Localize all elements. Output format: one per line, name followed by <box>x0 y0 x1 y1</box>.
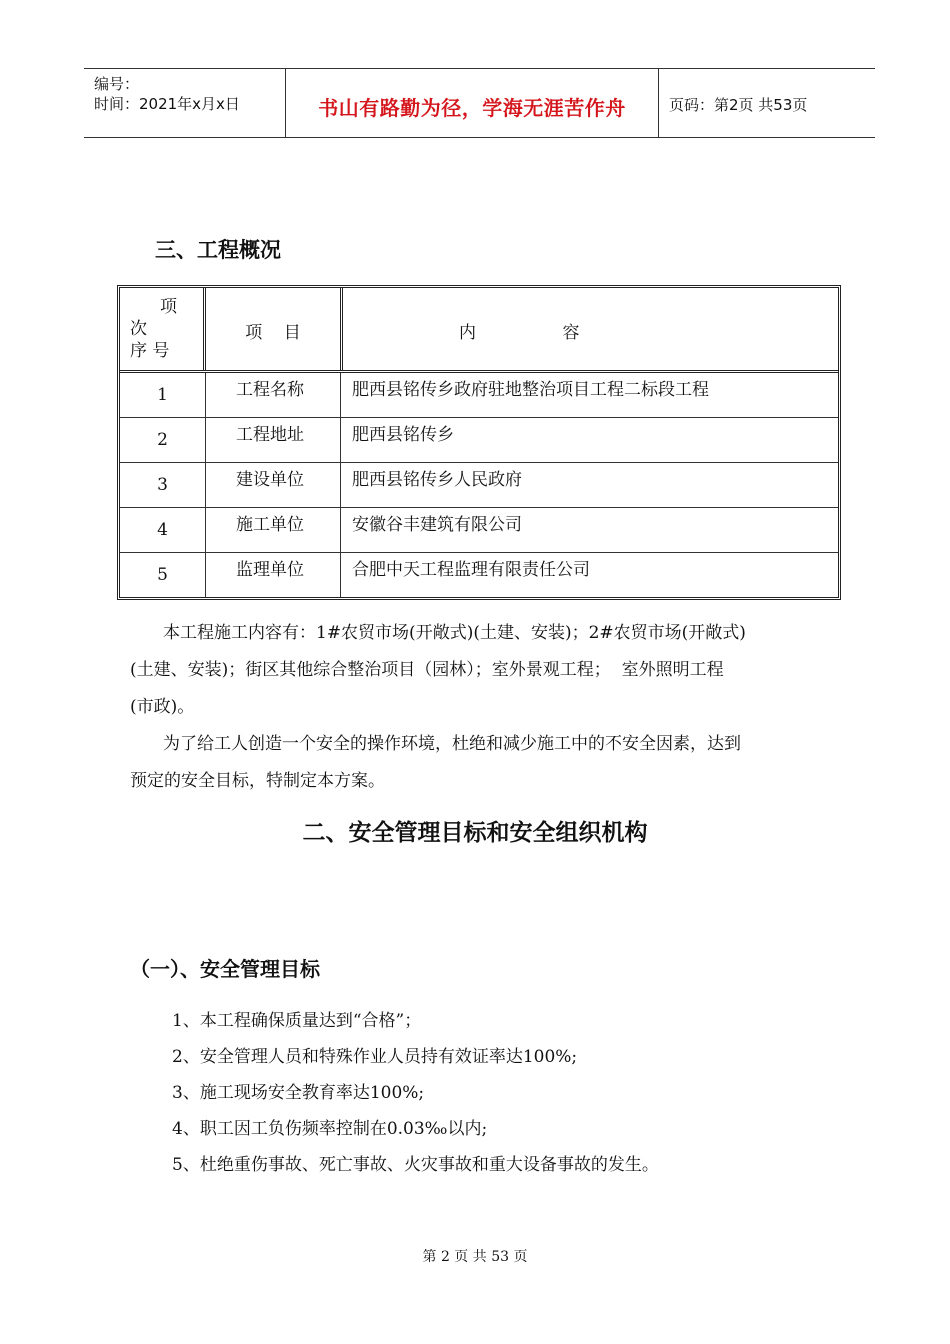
section-title-overview: 三、工程概况 <box>155 238 281 262</box>
goal-item: 1、本工程确保质量达到“合格”； <box>172 1011 422 1031</box>
purpose-paragraph-line1: 为了给工人创造一个安全的操作环境，杜绝和减少施工中的不安全因素，达到 <box>163 734 741 754</box>
table-row <box>120 463 838 508</box>
table-row <box>120 508 838 553</box>
header-meta <box>84 69 286 137</box>
goal-item: 4、职工因工负伤频率控制在0.03‰以内; <box>172 1119 488 1139</box>
header-cell-index <box>120 288 206 370</box>
row-number: 3 <box>157 475 168 495</box>
purpose-paragraph-line2: 预定的安全目标，特制定本方案。 <box>130 771 385 791</box>
row-number: 4 <box>157 520 168 540</box>
header-motto-cell <box>286 69 659 137</box>
row-number: 1 <box>157 385 168 405</box>
item-header: 项 目 <box>245 323 301 343</box>
number-label: 编号： <box>94 75 140 93</box>
table-row <box>120 418 838 463</box>
header-cell-content <box>343 288 838 370</box>
overview-table <box>117 285 841 600</box>
page-info: 页码：第2页 共53页 <box>669 96 808 114</box>
subsection-title-goals: （一）、安全管理目标 <box>130 957 320 981</box>
motto: 书山有路勤为径，学海无涯苦作舟 <box>318 96 626 120</box>
row-content: 安徽谷丰建筑有限公司 <box>352 515 522 535</box>
goal-item: 3、施工现场安全教育率达100%; <box>172 1083 425 1103</box>
page-footer: 第 2 页 共 53 页 <box>422 1249 528 1265</box>
goal-item: 5、杜绝重伤事故、死亡事故、火灾事故和重大设备事故的发生。 <box>172 1155 659 1175</box>
scope-paragraph-line2: (土建、安装)；街区其他综合整治项目（园林）；室外景观工程； 室外照明工程 <box>130 660 724 680</box>
table-row <box>120 553 838 597</box>
row-content: 肥西县铭传乡政府驻地整治项目工程二标段工程 <box>352 380 709 400</box>
table-header-row <box>120 288 838 373</box>
row-item: 工程地址 <box>236 425 304 445</box>
header-page-cell <box>659 69 875 137</box>
scope-paragraph-line3: (市政)。 <box>130 697 195 717</box>
row-content: 合肥中天工程监理有限责任公司 <box>352 560 590 580</box>
row-item: 监理单位 <box>236 560 304 580</box>
row-content: 肥西县铭传乡人民政府 <box>352 470 522 490</box>
scope-paragraph-line1: 本工程施工内容有：1#农贸市场(开敞式)(土建、安装)；2#农贸市场(开敞式) <box>163 623 746 643</box>
header-cell-item <box>206 288 343 370</box>
index-header-line3: 序 号 <box>130 341 170 361</box>
row-item: 工程名称 <box>236 380 304 400</box>
date-label: 时间：2021年x月x日 <box>94 95 240 113</box>
document-header <box>84 68 875 138</box>
index-header-line1: 项 <box>160 297 177 317</box>
row-item: 施工单位 <box>236 515 304 535</box>
content-header: 内 容 <box>459 323 580 343</box>
row-item: 建设单位 <box>236 470 304 490</box>
row-number: 5 <box>157 565 168 585</box>
row-content: 肥西县铭传乡 <box>352 425 454 445</box>
row-number: 2 <box>157 430 168 450</box>
section-title-safety: 二、安全管理目标和安全组织机构 <box>302 820 648 846</box>
index-header-line2: 次 <box>130 319 147 339</box>
table-row <box>120 373 838 418</box>
goal-item: 2、安全管理人员和特殊作业人员持有效证率达100%; <box>172 1047 578 1067</box>
